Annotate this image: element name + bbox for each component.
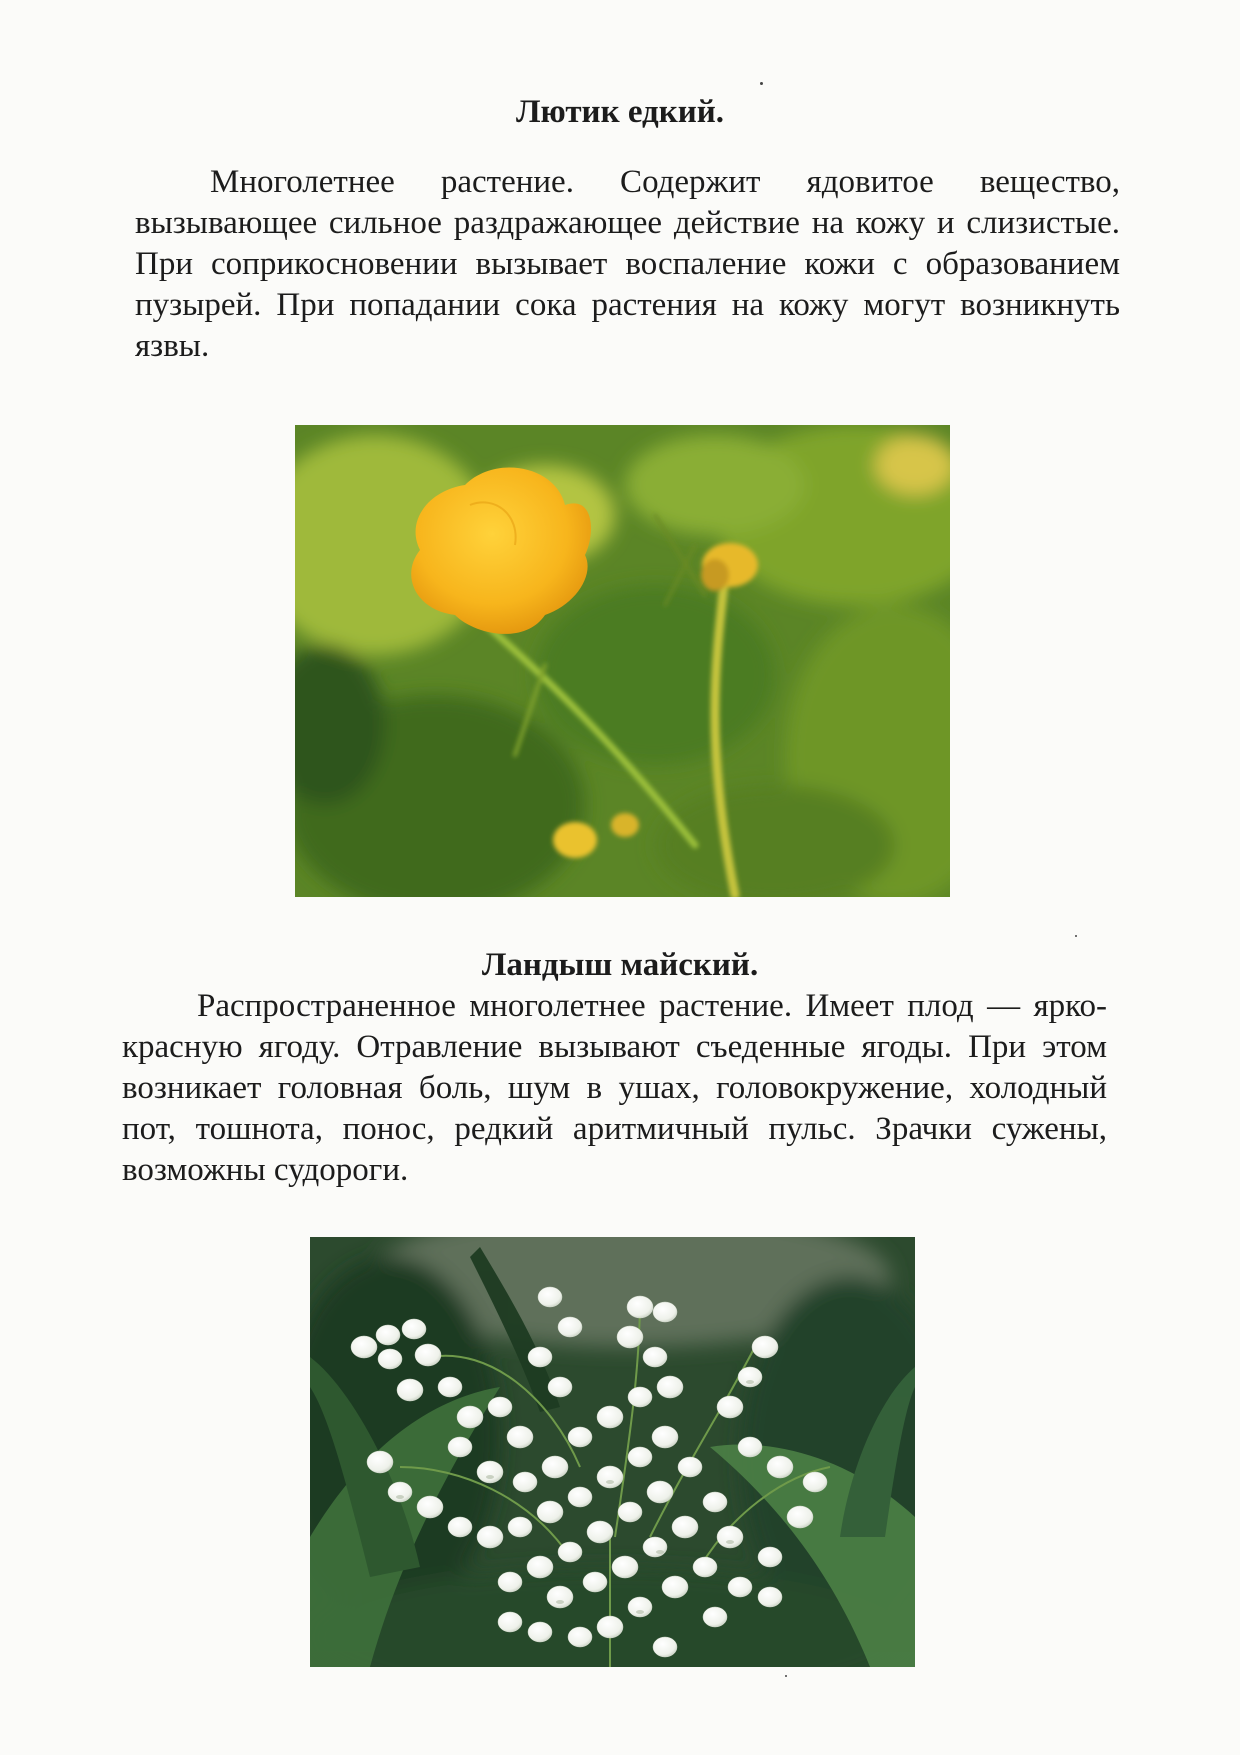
section-2-paragraph: Распространенное многолетнее растение. Имеет плод — ярко-красную ягоду. Отравление вызывают съеденные ягоды. При этом возникает головная боль, шум в ушах, головокружение, холодный пот, тошнота, понос, редкий аритмичный пульс. Зрачки сужены, возможны судороги.: [122, 988, 1107, 1188]
section-2-title: Ландыш майский.: [481, 947, 759, 983]
buttercup-photo: [295, 425, 950, 897]
scan-speck: [1075, 935, 1077, 937]
scan-speck: [785, 1675, 787, 1677]
section-1-title: Лютик едкий.: [515, 94, 725, 130]
scan-speck: [760, 82, 763, 85]
section-1-paragraph: Многолетнее растение. Содержит ядовитое вещество, вызывающее сильное раздражающее действие на кожу и слизистые. При соприкосновении вызывает воспаление кожи с образованием пузырей. При попадании сока растения на кожу могут возникнуть язвы.: [135, 164, 1120, 364]
lily-of-the-valley-photo: [310, 1237, 915, 1667]
